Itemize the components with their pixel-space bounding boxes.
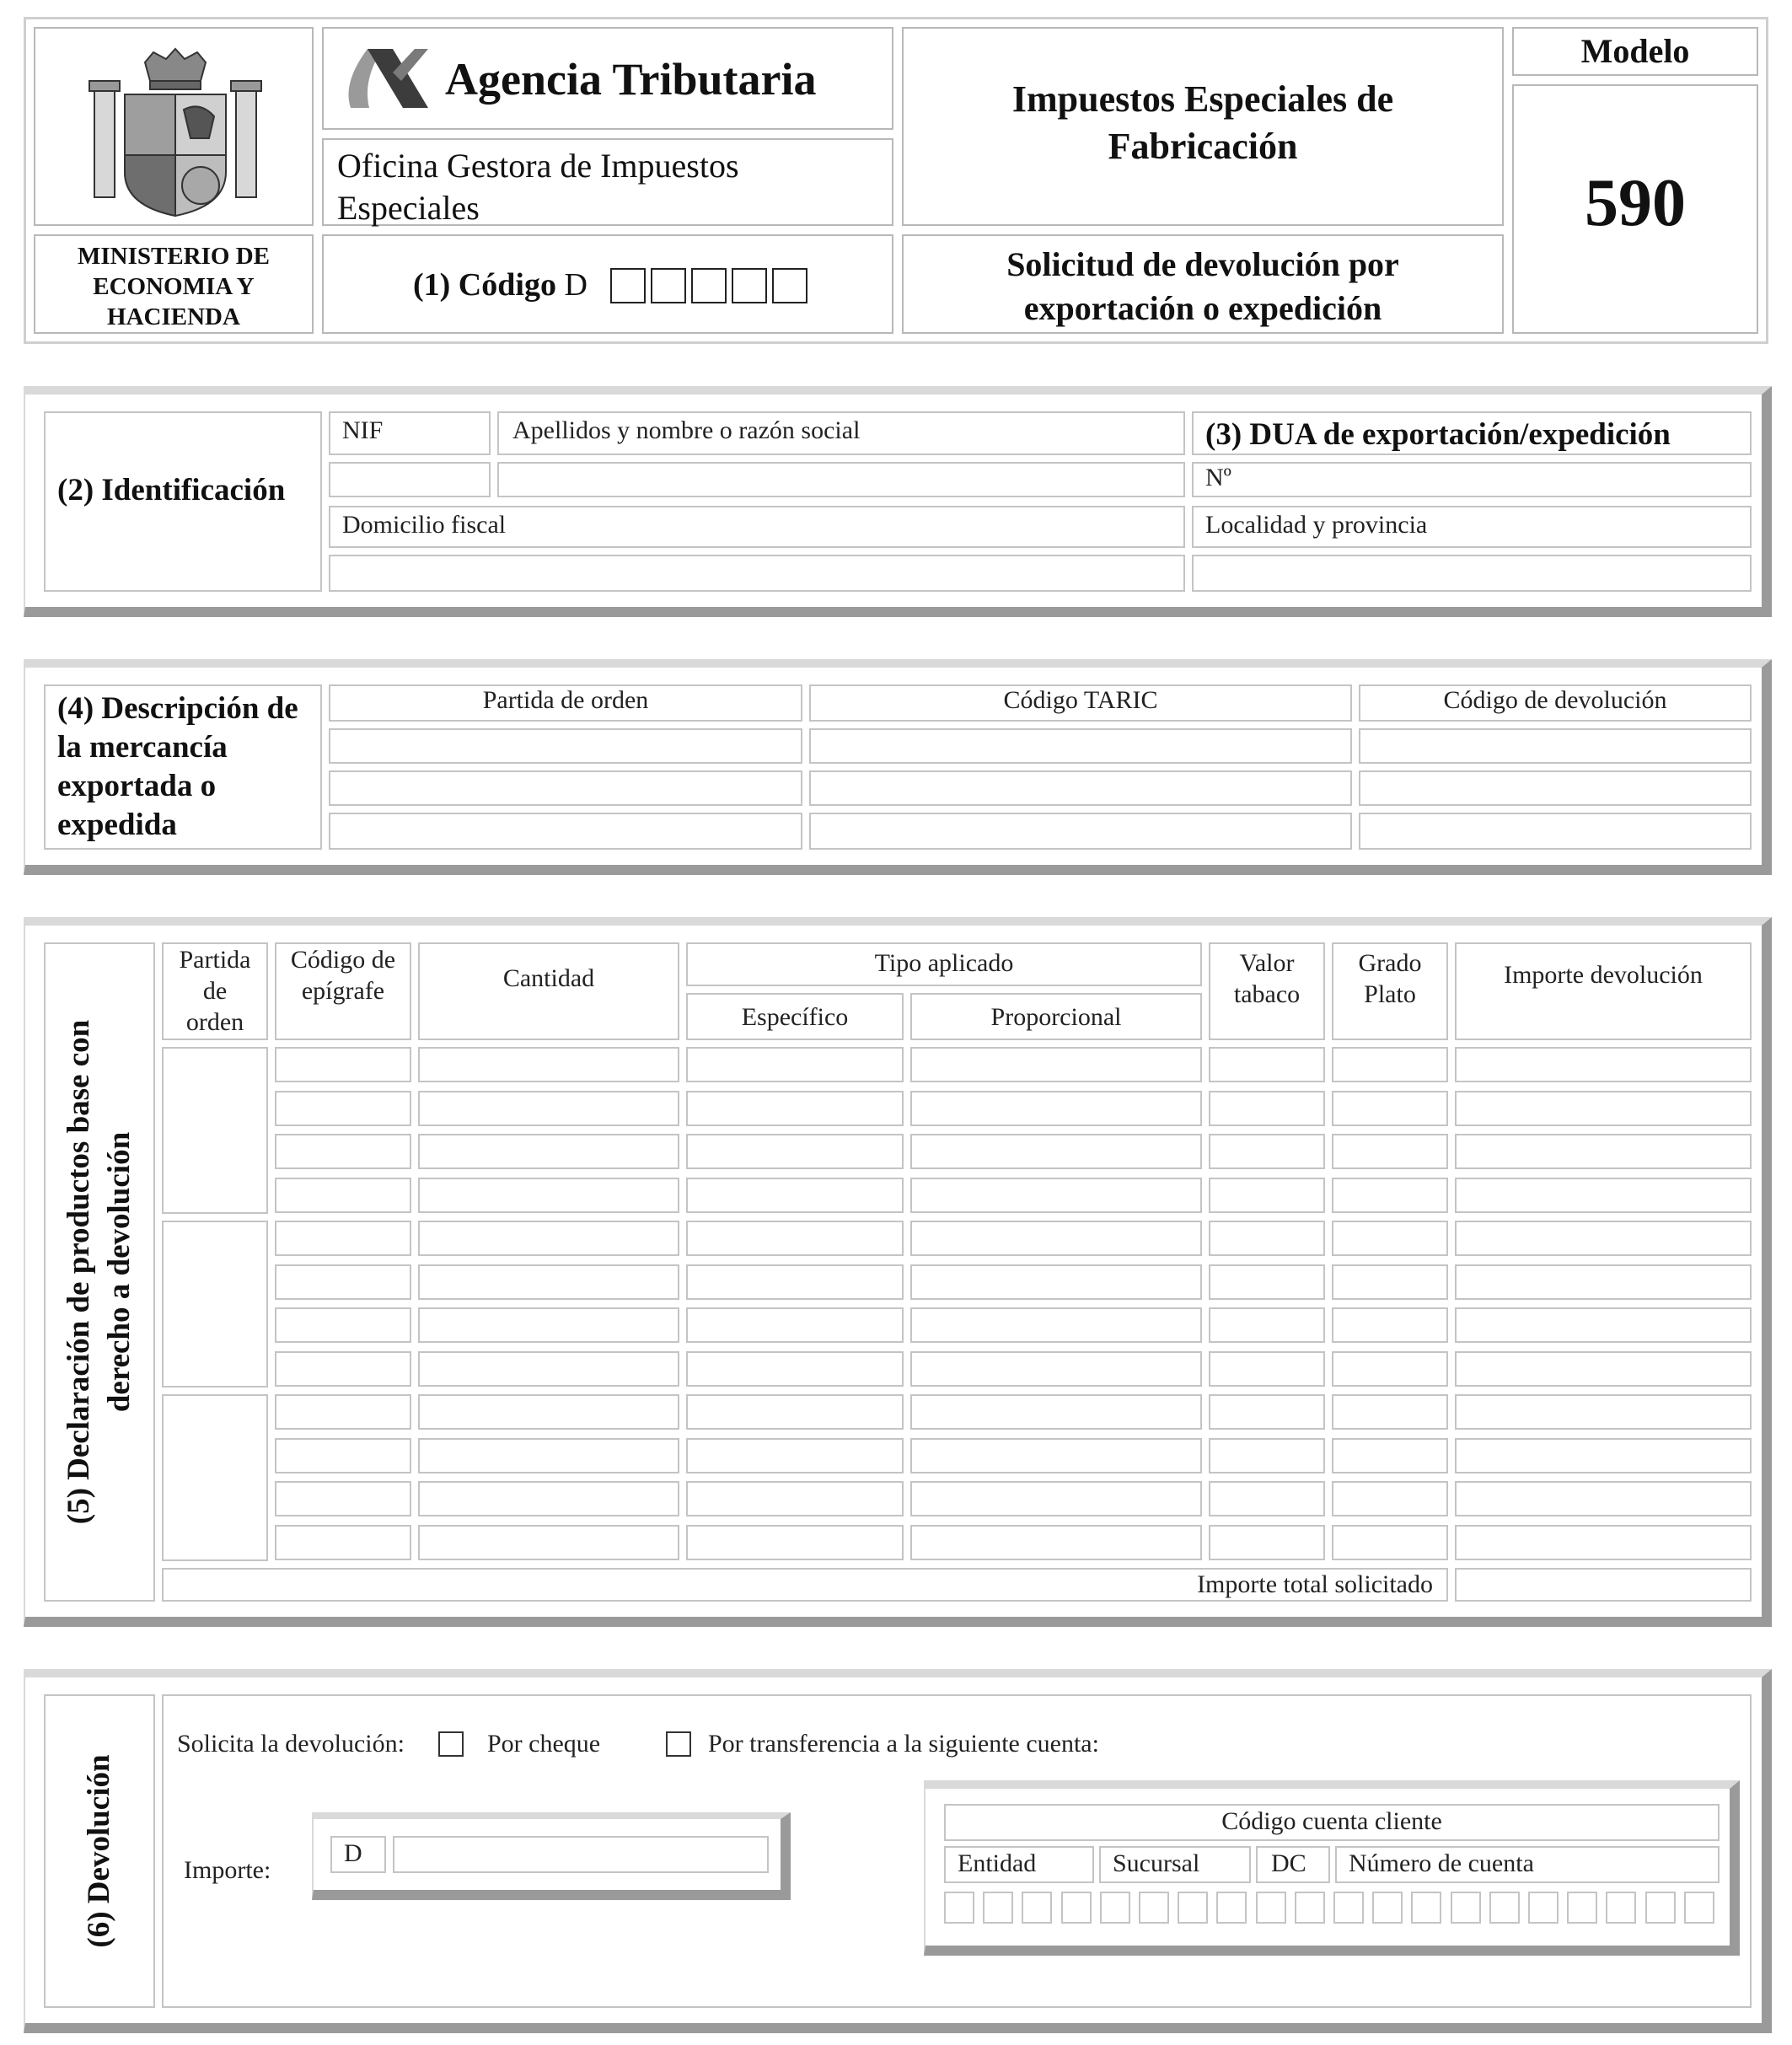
decl-grado-field[interactable] [1332,1221,1448,1256]
amount-label: Importe: [184,1856,271,1884]
decl-valor-field[interactable] [1209,1178,1325,1213]
code-label: (1) Código [413,267,556,303]
account-digit-box[interactable] [1333,1892,1364,1924]
decl-col-partida: Partida de orden [162,942,268,1040]
account-digit-box[interactable] [1061,1892,1092,1924]
account-digit-box[interactable] [1100,1892,1130,1924]
request-title: Solicitud de devolución por exportación o expedición [1006,245,1399,327]
account-digit-box[interactable] [1684,1892,1714,1924]
decl-proporcional-field[interactable] [910,1351,1202,1387]
decl-valor-field[interactable] [1209,1221,1325,1256]
decl-proporcional-field[interactable] [910,1178,1202,1213]
code-digit-box[interactable] [651,268,686,303]
entidad-label: Entidad [944,1846,1094,1883]
decl-especifico-field[interactable] [686,1307,904,1343]
decl-especifico-field[interactable] [686,1178,904,1213]
decl-grado-field[interactable] [1332,1525,1448,1560]
account-digit-box[interactable] [1139,1892,1169,1924]
decl-total-label-box [162,1568,1448,1602]
decl-especifico-field[interactable] [686,1481,904,1516]
account-digit-box[interactable] [944,1892,974,1924]
decl-valor-field[interactable] [1209,1091,1325,1126]
decl-epigrafe-field[interactable] [275,1221,411,1256]
decl-epigrafe-field[interactable] [275,1264,411,1300]
agency-box [322,27,893,130]
decl-partida-group[interactable] [162,1221,268,1387]
decl-cantidad-field[interactable] [418,1178,679,1213]
decl-importe-field[interactable] [1455,1351,1752,1387]
decl-epigrafe-field[interactable] [275,1178,411,1213]
decl-epigrafe-field[interactable] [275,1438,411,1473]
dua-title: (3) DUA de exportación/expedición [1192,411,1752,455]
decl-col-grado: Grado Plato [1332,942,1448,1040]
decl-grado-field[interactable] [1332,1091,1448,1126]
code-prefix: D [564,267,587,303]
sucursal-label: Sucursal [1099,1846,1251,1883]
decl-especifico-field[interactable] [686,1221,904,1256]
account-digit-box[interactable] [1256,1892,1286,1924]
decl-grado-field[interactable] [1332,1134,1448,1169]
nif-label: NIF [329,411,491,455]
decl-importe-field[interactable] [1455,1221,1752,1256]
decl-especifico-field[interactable] [686,1438,904,1473]
decl-epigrafe-field[interactable] [275,1091,411,1126]
decl-epigrafe-field[interactable] [275,1525,411,1560]
decl-especifico-field[interactable] [686,1351,904,1387]
decl-cantidad-field[interactable] [418,1307,679,1343]
refund-title: (6) Devolución [82,1754,116,1948]
decl-valor-field[interactable] [1209,1351,1325,1387]
decl-cantidad-field[interactable] [418,1091,679,1126]
decl-epigrafe-field[interactable] [275,1134,411,1169]
decl-especifico-field[interactable] [686,1091,904,1126]
decl-col-cantidad: Cantidad [418,942,679,1040]
decl-valor-field[interactable] [1209,1481,1325,1516]
decl-col-importe: Importe devolución [1455,942,1752,1040]
account-number-label: Número de cuenta [1335,1846,1720,1883]
decl-epigrafe-field[interactable] [275,1481,411,1516]
decl-proporcional-field[interactable] [910,1091,1202,1126]
dua-number-label: Nº [1192,462,1752,497]
decl-proporcional-field[interactable] [910,1307,1202,1343]
decl-importe-field[interactable] [1455,1525,1752,1560]
decl-importe-field[interactable] [1455,1264,1752,1300]
decl-cantidad-field[interactable] [418,1047,679,1082]
modelo-number: 590 [1585,166,1686,240]
decl-proporcional-field[interactable] [910,1481,1202,1516]
account-digit-box[interactable] [1372,1892,1403,1924]
account-digit-box[interactable] [1411,1892,1441,1924]
cheque-checkbox[interactable] [438,1731,464,1757]
agency-name: Agencia Tributaria [445,54,817,105]
office-box [322,138,893,226]
ministry-name: MINISTERIO DE ECONOMIA Y HACIENDA [77,243,271,330]
decl-valor-field[interactable] [1209,1047,1325,1082]
decl-grado-field[interactable] [1332,1178,1448,1213]
decl-especifico-field[interactable] [686,1134,904,1169]
decl-valor-field[interactable] [1209,1134,1325,1169]
decl-proporcional-field[interactable] [910,1047,1202,1082]
decl-importe-field[interactable] [1455,1047,1752,1082]
goods-partida-field[interactable] [329,813,802,850]
account-digit-box[interactable] [1528,1892,1559,1924]
identification-title: (2) Identificación [57,473,286,507]
dc-label: DC [1256,1846,1330,1883]
decl-epigrafe-field[interactable] [275,1394,411,1430]
account-title: Código cuenta cliente [944,1804,1720,1841]
goods-taric-field[interactable] [809,813,1352,850]
goods-code-field[interactable] [1359,728,1752,764]
address-field[interactable] [329,555,1185,592]
decl-importe-field[interactable] [1455,1438,1752,1473]
goods-taric-field[interactable] [809,770,1352,806]
code-digit-box[interactable] [772,268,807,303]
account-digit-box[interactable] [1216,1892,1247,1924]
account-digit-box[interactable] [1606,1892,1636,1924]
goods-partida-field[interactable] [329,770,802,806]
name-field[interactable] [497,462,1185,497]
decl-col-epigrafe: Código de epígrafe [275,942,411,1040]
decl-importe-field[interactable] [1455,1178,1752,1213]
amount-field[interactable] [393,1836,769,1873]
goods-code-field[interactable] [1359,770,1752,806]
account-digit-box[interactable] [1022,1892,1052,1924]
decl-col-valor: Valor tabaco [1209,942,1325,1040]
goods-partida-field[interactable] [329,728,802,764]
decl-partida-group[interactable] [162,1394,268,1561]
decl-proporcional-field[interactable] [910,1221,1202,1256]
goods-taric-field[interactable] [809,728,1352,764]
decl-cantidad-field[interactable] [418,1264,679,1300]
coat-of-arms-box [34,27,314,226]
decl-especifico-field[interactable] [686,1047,904,1082]
decl-cantidad-field[interactable] [418,1351,679,1387]
goods-col-taric: Código TARIC [809,684,1352,722]
identification-title-box [44,411,322,592]
account-digit-box[interactable] [1567,1892,1597,1924]
decl-valor-field[interactable] [1209,1394,1325,1430]
office-name: Oficina Gestora de Impuestos Especiales [337,147,739,227]
decl-epigrafe-field[interactable] [275,1307,411,1343]
amount-prefix: D [330,1836,386,1873]
decl-proporcional-field[interactable] [910,1134,1202,1169]
decl-total-field[interactable] [1455,1568,1752,1602]
decl-importe-field[interactable] [1455,1134,1752,1169]
account-digit-box[interactable] [1645,1892,1676,1924]
code-digit-box[interactable] [610,268,646,303]
code-digit-box[interactable] [691,268,727,303]
decl-especifico-field[interactable] [686,1394,904,1430]
decl-proporcional-field[interactable] [910,1264,1202,1300]
nif-field[interactable] [329,462,491,497]
ministry-box [34,234,314,334]
decl-grado-field[interactable] [1332,1394,1448,1430]
decl-importe-field[interactable] [1455,1091,1752,1126]
decl-grado-field[interactable] [1332,1438,1448,1473]
decl-proporcional-field[interactable] [910,1525,1202,1560]
goods-title-box [44,684,322,850]
decl-cantidad-field[interactable] [418,1221,679,1256]
goods-col-code: Código de devolución [1359,684,1752,722]
declaration-title: (5) Declaración de productos base con derecho a devolución [62,1019,137,1525]
decl-cantidad-field[interactable] [418,1394,679,1430]
decl-partida-group[interactable] [162,1047,268,1214]
decl-epigrafe-field[interactable] [275,1047,411,1082]
decl-col-especifico: Específico [686,993,904,1040]
decl-grado-field[interactable] [1332,1307,1448,1343]
account-digit-box[interactable] [1451,1892,1481,1924]
declaration-title-box [44,942,155,1602]
name-label: Apellidos y nombre o razón social [497,411,1185,455]
transfer-option-label: Por transferencia a la siguiente cuenta: [708,1730,1099,1758]
goods-title: (4) Descripción de la mercancía exportada o expedida [57,691,298,842]
decl-grado-field[interactable] [1332,1047,1448,1082]
goods-code-field[interactable] [1359,813,1752,850]
address-label: Domicilio fiscal [329,506,1185,548]
decl-cantidad-field[interactable] [418,1481,679,1516]
decl-grado-field[interactable] [1332,1351,1448,1387]
request-title-box [902,234,1504,334]
agency-logo-icon [334,32,443,125]
decl-importe-field[interactable] [1455,1481,1752,1516]
decl-cantidad-field[interactable] [418,1134,679,1169]
decl-total-label: Importe total solicitado [1197,1570,1433,1598]
decl-especifico-field[interactable] [686,1264,904,1300]
locality-label: Localidad y provincia [1192,506,1752,548]
decl-epigrafe-field[interactable] [275,1351,411,1387]
refund-title-box [44,1694,155,2008]
modelo-number-box [1512,84,1758,334]
decl-importe-field[interactable] [1455,1394,1752,1430]
account-digit-box[interactable] [1489,1892,1520,1924]
coat-of-arms-icon [35,29,315,228]
decl-cantidad-field[interactable] [418,1525,679,1560]
decl-col-proporcional: Proporcional [910,993,1202,1040]
decl-cantidad-field[interactable] [418,1438,679,1473]
decl-grado-field[interactable] [1332,1264,1448,1300]
account-digit-box[interactable] [1295,1892,1325,1924]
decl-valor-field[interactable] [1209,1438,1325,1473]
decl-valor-field[interactable] [1209,1525,1325,1560]
cheque-option-label: Por cheque [487,1730,601,1758]
decl-col-tipo: Tipo aplicado [686,942,1202,986]
goods-col-partida: Partida de orden [329,684,802,722]
account-digit-box[interactable] [1178,1892,1208,1924]
modelo-label: Modelo [1580,32,1690,70]
tax-title-box [902,27,1504,226]
account-digit-box[interactable] [983,1892,1013,1924]
code-box [322,234,893,334]
decl-grado-field[interactable] [1332,1481,1448,1516]
modelo-label-box [1512,27,1758,76]
decl-valor-field[interactable] [1209,1307,1325,1343]
decl-proporcional-field[interactable] [910,1438,1202,1473]
decl-proporcional-field[interactable] [910,1394,1202,1430]
locality-field[interactable] [1192,555,1752,592]
decl-importe-field[interactable] [1455,1307,1752,1343]
refund-request-label: Solicita la devolución: [177,1730,405,1758]
code-digit-box[interactable] [732,268,767,303]
decl-especifico-field[interactable] [686,1525,904,1560]
transfer-checkbox[interactable] [666,1731,691,1757]
tax-title: Impuestos Especiales de Fabricación [1011,78,1394,167]
decl-valor-field[interactable] [1209,1264,1325,1300]
